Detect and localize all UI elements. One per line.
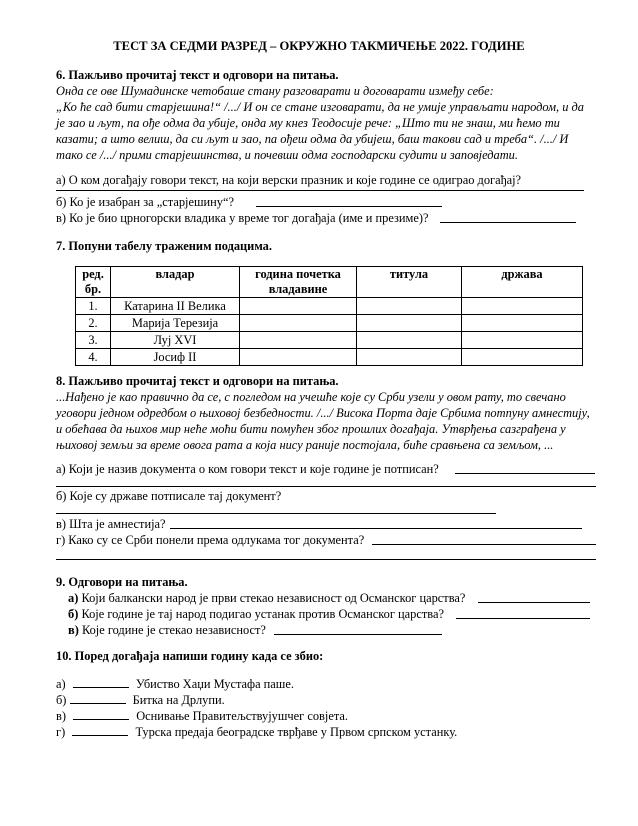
q9-answer-b-line[interactable] [456, 618, 590, 619]
cell-state[interactable] [462, 349, 583, 366]
cell-state[interactable] [462, 332, 583, 349]
q8-question-a: а) Који је назив документа о ком говори текст и које године је потписан? [56, 462, 439, 476]
q10-answer-v-line[interactable] [73, 708, 129, 720]
cell-ruler: Катарина II Велика [111, 298, 240, 315]
q10-marker: а) [56, 677, 66, 691]
q10-item-a [56, 676, 294, 692]
q6-answer-a-line[interactable] [56, 190, 584, 191]
col-header-start-year: година почетка владавине [240, 267, 357, 298]
page-title: ТЕСТ ЗА СЕДМИ РАЗРЕД – ОКРУЖНО ТАКМИЧЕЊЕ 2022. ГОДИНЕ [113, 39, 525, 53]
q8-text-line: уговори једном одредбом о њиховој безбедности. /.../ Висока Порта даје Србима потпуну амнестију, [56, 406, 590, 420]
q8-answer-g-line-2[interactable] [56, 559, 596, 560]
cell-number: 3. [76, 332, 111, 349]
q6-question-v: в) Ко је био црногорски владика у време тог догађаја (име и презиме)? [56, 211, 429, 225]
q10-item-g [56, 724, 457, 740]
q9-question-text: Које године је тај народ подигао устанак против Османског царства? [81, 607, 444, 621]
cell-start-year[interactable] [240, 349, 357, 366]
cell-start-year[interactable] [240, 332, 357, 349]
col-header-ruler: владар [111, 267, 240, 298]
q10-item-v [56, 708, 348, 724]
q6-text-line: „Ко ће сад бити старјешина!“ /.../ И он се стане изговарати, да не умије управљати народом, и да [56, 100, 584, 114]
cell-state[interactable] [462, 315, 583, 332]
q8-question-g: г) Како су се Срби понели према одлукама тог документа? [56, 533, 365, 547]
cell-state[interactable] [462, 298, 583, 315]
col-header-title: титула [357, 267, 462, 298]
q6-answer-b-line[interactable] [256, 206, 442, 207]
q10-item-b [56, 692, 225, 708]
q7-rulers-table [75, 266, 583, 366]
q9-question-text: Које године је стекао независност? [81, 623, 266, 637]
q8-text-line: ...Нађено је као правично да се, с погледом на учешће које су Срби узели у овом рату, то свечано [56, 390, 566, 404]
q8-answer-a-line[interactable] [455, 473, 595, 474]
q8-answer-v-line[interactable] [170, 528, 582, 529]
cell-ruler: Јосиф II [111, 349, 240, 366]
q10-event-text: Турска предаја београдске тврђаве у Првом српском устанку. [135, 725, 458, 739]
cell-start-year[interactable] [240, 315, 357, 332]
table-row [76, 349, 583, 366]
cell-title[interactable] [357, 349, 462, 366]
q10-marker: в) [56, 709, 66, 723]
q9-answer-a-line[interactable] [478, 602, 590, 603]
table-header-row [76, 267, 583, 298]
q8-answer-g-line[interactable] [372, 544, 596, 545]
col-header-number: ред. бр. [76, 267, 111, 298]
q9-marker: а) [68, 591, 79, 605]
q8-question-v: в) Шта је амнестија? [56, 517, 166, 531]
q10-event-text: Оснивање Правитељствујушчег совјета. [136, 709, 348, 723]
q6-question-b: б) Ко је изабран за „старјешину“? [56, 195, 234, 209]
q9-item-a [68, 590, 465, 606]
q10-answer-a-line[interactable] [73, 676, 129, 688]
q6-text-line: Онда се ове Шумадинске четобаше стану разговарати и договарати између себе: [56, 84, 494, 98]
q6-answer-v-line[interactable] [440, 222, 576, 223]
question-10-heading: 10. Поред догађаја напиши годину када се збио: [56, 649, 324, 663]
table-row [76, 298, 583, 315]
cell-number: 1. [76, 298, 111, 315]
cell-title[interactable] [357, 332, 462, 349]
q6-question-a: а) О ком догађају говори текст, на који верски празник и које године се одиграо догађај? [56, 173, 522, 187]
q8-text-line: и обећава да њихов мир неће моћи бити помућен због прошлих догађаја. Утврђења сазграђена у [56, 422, 566, 436]
q10-event-text: Убиство Хаџи Мустафа паше. [135, 677, 294, 691]
q10-answer-b-line[interactable] [70, 692, 126, 704]
question-9-heading: 9. Одговори на питања. [56, 575, 188, 589]
question-7-heading: 7. Попуни табелу траженим подацима. [56, 239, 272, 253]
q6-text-line: тако се /.../ прими старјешинства, и почевши одма господарски судити и заповједати. [56, 148, 518, 162]
cell-number: 2. [76, 315, 111, 332]
q10-marker: г) [56, 725, 66, 739]
q8-answer-b-line[interactable] [56, 513, 496, 514]
q8-answer-a-line-2[interactable] [56, 486, 596, 487]
q9-marker: б) [68, 607, 79, 621]
q9-item-v [68, 622, 266, 638]
question-6-heading: 6. Пажљиво прочитај текст и одговори на питања. [56, 68, 339, 82]
cell-number: 4. [76, 349, 111, 366]
col-header-state: држава [462, 267, 583, 298]
q6-text-line: је зао и љут, па ође одма да убије, онда му кнез Теодосије рече: „Што ти не знаш, ми ћемо ти [56, 116, 560, 130]
q10-answer-g-line[interactable] [72, 724, 128, 736]
q9-item-b [68, 606, 444, 622]
cell-title[interactable] [357, 315, 462, 332]
question-8-heading: 8. Пажљиво прочитај текст и одговори на питања. [56, 374, 339, 388]
q9-question-text: Који балкански народ је први стекао независност од Османског царства? [81, 591, 466, 605]
cell-ruler: Марија Терезија [111, 315, 240, 332]
cell-title[interactable] [357, 298, 462, 315]
cell-start-year[interactable] [240, 298, 357, 315]
q6-text-line: казати; а што велиш, да си љут и зао, па ођеш одма да убијеш, баш такови сад и треба“. /.../ И [56, 132, 569, 146]
table-row [76, 315, 583, 332]
cell-ruler: Луј XVI [111, 332, 240, 349]
q8-question-b: б) Које су државе потписале тај документ? [56, 489, 282, 503]
q10-marker: б) [56, 693, 67, 707]
q9-answer-v-line[interactable] [274, 634, 442, 635]
q10-event-text: Битка на Дрлупи. [132, 693, 225, 707]
q8-text-line: њиховој земљи за време овога рата а која нису раније постојала, биће сравњена са земљом, ... [56, 438, 554, 452]
table-row [76, 332, 583, 349]
q9-marker: в) [68, 623, 79, 637]
